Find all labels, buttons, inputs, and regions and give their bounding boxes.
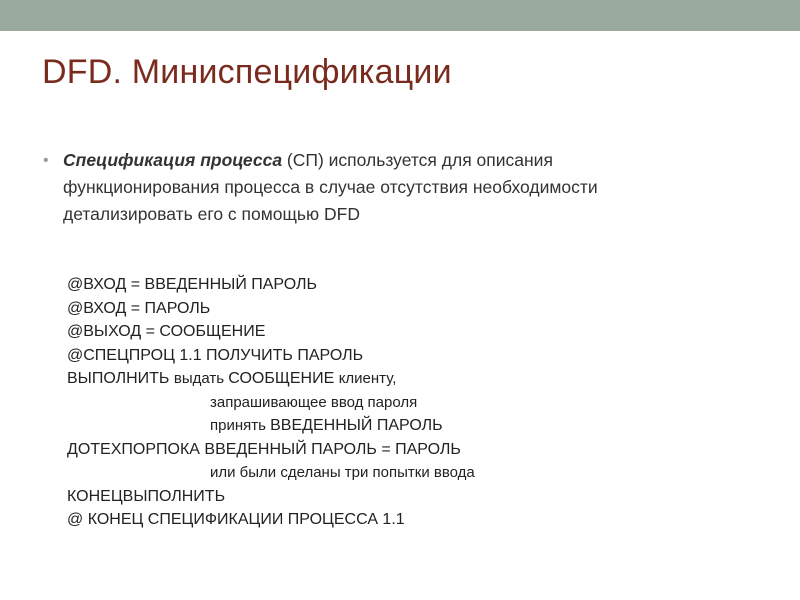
code-action: выдать [173, 370, 229, 387]
slide [0, 31, 800, 600]
code-keyword: ВВЕДЕННЫЙ ПАРОЛЬ [270, 417, 443, 434]
code-line [67, 367, 475, 391]
top-band [0, 0, 800, 31]
code-line [67, 414, 475, 438]
code-line: или были сделаны три попытки ввода [210, 464, 475, 481]
code-line: ДОТЕХПОРПОКА ВВЕДЕННЫЙ ПАРОЛЬ = ПАРОЛЬ [67, 440, 461, 458]
code-line: запрашивающее ввод пароля [210, 393, 418, 411]
code-action: принять [210, 417, 271, 434]
bullet-line1-rest: (СП) используется для описания [282, 150, 553, 170]
bullet-paragraph [43, 147, 763, 228]
slide-title: DFD. Миниспецификации [42, 53, 452, 91]
code-line: @СПЕЦПРОЦ 1.1 ПОЛУЧИТЬ ПАРОЛЬ [67, 346, 364, 364]
code-line: @ВХОД = ПАРОЛЬ [67, 299, 211, 317]
code-line: КОНЕЦВЫПОЛНИТЬ [67, 487, 226, 505]
bullet-text [63, 147, 763, 228]
bullet-dot-icon: • [43, 152, 49, 169]
code-keyword: СООБЩЕНИЕ [228, 370, 339, 387]
code-keyword: ВЫПОЛНИТЬ [67, 370, 174, 387]
minispec-code-block [67, 273, 475, 532]
code-line: @ВЫХОД = СООБЩЕНИЕ [67, 323, 266, 340]
code-line: @ВХОД = ВВЕДЕННЫЙ ПАРОЛЬ [67, 276, 318, 293]
code-line: @ КОНЕЦ СПЕЦИФИКАЦИИ ПРОЦЕССА 1.1 [67, 511, 405, 528]
bullet-emphasis: Спецификация процесса [63, 150, 283, 170]
code-action: клиенту, [338, 370, 397, 387]
bullet-line2: функционирования процесса в случае отсутствия необходимости [63, 177, 598, 197]
bullet-line3: детализировать его с помощью DFD [63, 204, 360, 224]
